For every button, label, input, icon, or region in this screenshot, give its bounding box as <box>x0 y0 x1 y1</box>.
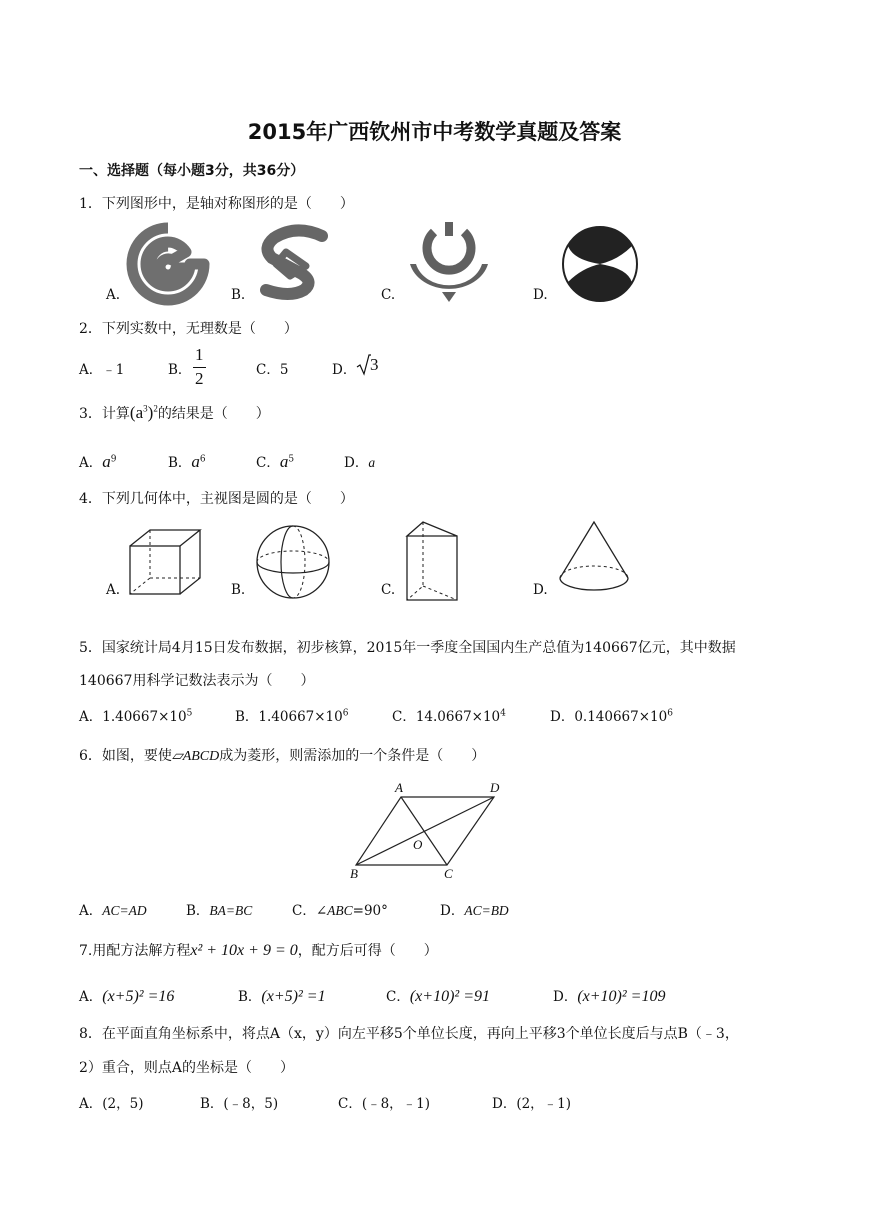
q6-option-c <box>292 899 388 919</box>
question-5-line-1: 5．国家统计局4月15日发布数据，初步核算，2015年一季度全国国内生产总值为140667亿元，其中数据 <box>79 640 736 656</box>
q4-option-b-label: B. <box>231 582 246 598</box>
option-a-spiral-figure <box>128 224 208 304</box>
q3-option-a-label: A． <box>79 455 103 471</box>
question-8-line-1: 8．在平面直角坐标系中，将点A（x，y）向左平移5个单位长度，再向上平移3个单位长度后与点B（﹣3， <box>79 1026 739 1042</box>
q6-option-a-label: A． <box>79 903 103 919</box>
q2-option-a: A．﹣1 <box>79 362 125 378</box>
q3-option-b-exponent: 6 <box>199 454 206 465</box>
q6-option-c-label: C．∠ <box>292 903 328 919</box>
q6-point-c-label: C <box>444 866 453 881</box>
q2-fraction-numerator: 1 <box>195 345 204 364</box>
q2-option-b-label: B． <box>168 362 192 378</box>
q6-option-a-math: AC=AD <box>102 903 147 918</box>
q2-option-c: C．5 <box>256 362 289 378</box>
q6-option-b <box>186 899 252 919</box>
q6-option-b-math: BA=BC <box>209 903 253 918</box>
q3-option-c <box>256 451 294 472</box>
q7-option-b-equation: (x+5)² =1 <box>261 988 326 1005</box>
q7-stem-prefix: 7.用配方法解方程 <box>79 943 191 959</box>
q7-stem-suffix: ，配方后可得（ ） <box>297 943 438 959</box>
q6-point-b-label: B <box>350 866 358 881</box>
q7-option-a-equation: (x+5)² =16 <box>102 988 175 1005</box>
q7-option-a <box>79 985 174 1006</box>
q6-point-o-label: O <box>413 837 423 852</box>
q8-option-a: A．(2，5) <box>79 1096 144 1112</box>
q5-option-a-text: A．1.40667×10 <box>79 709 187 725</box>
q6-parallelogram-diagram <box>355 795 495 867</box>
q5-option-d-text: D．0.140667×10 <box>550 709 668 725</box>
q6-option-c-tail: =90° <box>352 903 388 919</box>
q7-option-b-label: B． <box>238 989 262 1005</box>
question-4-stem: 4．下列几何体中，主视图是圆的是（ ） <box>79 491 354 507</box>
question-2-stem: 2．下列实数中，无理数是（ ） <box>79 321 298 337</box>
q5-option-d <box>550 705 673 725</box>
q1-option-c-label: C. <box>381 287 396 303</box>
option-d-pinwheel-figure <box>560 224 640 304</box>
q3-option-d-base: a <box>368 455 376 470</box>
q6-point-a-label: A <box>395 780 403 795</box>
q6-option-a <box>79 899 147 919</box>
q3-stem-prefix: 3．计算 <box>79 406 130 422</box>
q7-option-d <box>553 985 665 1006</box>
q4-option-c-label: C. <box>381 582 396 598</box>
q3-expression-open <box>130 403 158 422</box>
q1-option-a-label: A. <box>106 287 121 303</box>
option-a-cube-figure <box>128 528 204 598</box>
q5-option-a <box>79 705 192 725</box>
q3-option-c-label: C． <box>256 455 280 471</box>
q5-option-a-exponent: 5 <box>186 708 193 719</box>
q8-option-b: B．(﹣8，5) <box>200 1096 279 1112</box>
page-title: 2015年广西钦州市中考数学真题及答案 <box>247 120 622 144</box>
q5-option-d-exponent: 6 <box>667 708 673 719</box>
q3-option-b-base: a <box>191 452 200 471</box>
q5-option-b-exponent: 6 <box>342 708 349 719</box>
q7-equation: x² + 10x + 9 = 0 <box>190 942 298 959</box>
q6-option-d <box>440 899 509 919</box>
q3-option-d-label: D． <box>344 455 369 471</box>
q6-option-d-math: AC=BD <box>464 903 509 918</box>
q5-option-c-text: C．14.0667×10 <box>392 709 501 725</box>
question-6-stem <box>79 745 485 765</box>
question-3-stem <box>79 403 270 423</box>
q6-option-d-label: D． <box>440 903 465 919</box>
q2-fraction-bar <box>193 367 206 368</box>
q3-stem-suffix: 的结果是（ ） <box>157 406 270 422</box>
q6-option-b-label: B． <box>186 903 210 919</box>
q2-option-d-label: D． <box>332 362 357 378</box>
q3-option-c-exponent: 5 <box>288 454 295 465</box>
q8-option-d: D．(2，﹣1) <box>492 1096 572 1112</box>
q6-parallelogram-name: ▱ABCD <box>171 749 220 764</box>
q6-stem-prefix: 6．如图，要使 <box>79 748 172 764</box>
q1-option-d-label: D. <box>533 287 548 303</box>
question-5-line-2: 140667用科学记数法表示为（ ） <box>79 673 315 689</box>
section-heading: 一、选择题（每小题3分，共36分） <box>79 163 305 179</box>
question-1-stem: 1．下列图形中，是轴对称图形的是（ ） <box>79 196 354 212</box>
q3-outer-exponent: 2 <box>153 403 158 414</box>
q7-option-d-label: D． <box>553 989 578 1005</box>
q5-option-c <box>392 705 506 725</box>
q7-option-c <box>386 985 490 1006</box>
q3-option-a <box>79 451 116 472</box>
question-8-line-2: 2）重合，则点A的坐标是（ ） <box>79 1060 295 1076</box>
q8-option-c: C．(﹣8，﹣1) <box>338 1096 431 1112</box>
q3-option-a-exponent: 9 <box>110 454 117 465</box>
q7-option-c-equation: (x+10)² =91 <box>409 988 490 1005</box>
q2-fraction-denominator: 2 <box>195 369 204 388</box>
option-d-cone-figure <box>558 520 634 600</box>
q3-option-b-label: B． <box>168 455 192 471</box>
q3-option-d <box>344 451 375 471</box>
q7-option-d-equation: (x+10)² =109 <box>577 988 666 1005</box>
q3-base: (a <box>129 403 144 422</box>
q3-option-b <box>168 451 206 472</box>
option-b-s-logo-figure <box>256 226 336 304</box>
q5-option-b <box>235 705 348 725</box>
question-7-stem <box>79 940 438 960</box>
q5-option-b-text: B．1.40667×10 <box>235 709 343 725</box>
q3-inner-exponent: 3 <box>143 403 148 414</box>
q7-option-a-label: A． <box>79 989 103 1005</box>
option-c-prism-figure <box>405 520 465 604</box>
q1-option-b-label: B. <box>231 287 246 303</box>
q6-option-c-math: ABC <box>327 903 353 918</box>
q5-option-c-exponent: 4 <box>500 708 506 719</box>
q6-stem-suffix: 成为菱形，则需添加的一个条件是（ ） <box>219 748 486 764</box>
q7-option-c-label: C． <box>386 989 410 1005</box>
option-c-arc-logo-figure <box>406 222 492 304</box>
q4-option-a-label: A. <box>106 582 121 598</box>
option-b-sphere-figure <box>255 524 331 600</box>
q3-option-a-base: a <box>102 452 111 471</box>
q3-close-paren: ) <box>147 403 154 422</box>
q6-point-d-label: D <box>490 780 500 795</box>
q2-sqrt-sign <box>357 354 371 376</box>
q7-option-b <box>238 985 326 1006</box>
q3-option-c-base: a <box>279 452 289 471</box>
q2-sqrt-radicand: 3 <box>370 355 379 374</box>
q4-option-d-label: D. <box>533 582 548 598</box>
